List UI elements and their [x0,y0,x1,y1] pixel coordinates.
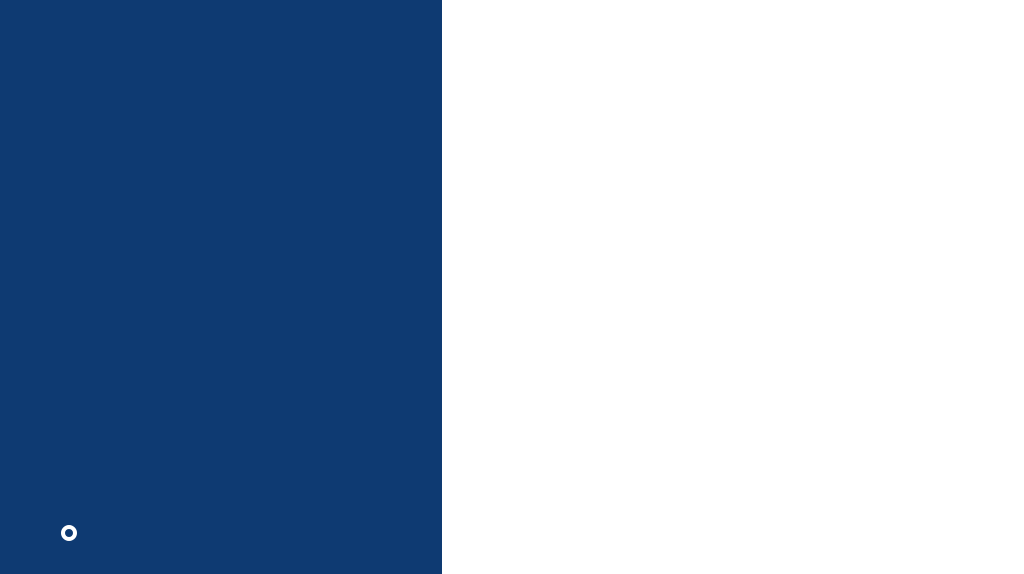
arrow-left-orange-icon [486,553,512,571]
as-russia-logo [57,518,81,548]
star-icon [486,504,512,530]
arrow-left-gray-icon [486,530,512,548]
stacked-bar-chart [442,0,1024,574]
logo-ring-icon [61,525,77,541]
title-panel [0,0,442,574]
